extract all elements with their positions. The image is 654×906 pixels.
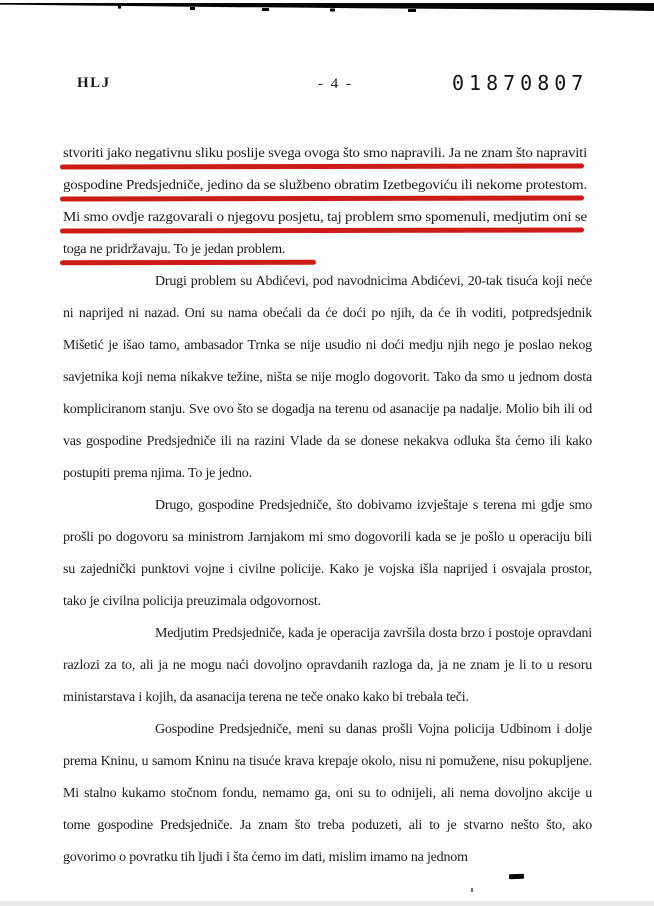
text-line-content: stvoriti jako negativnu sliku poslije svega ovoga što smo napravili. Ja ne znam što napraviti <box>63 146 587 161</box>
paragraph: Drugi problem su Abdićevi, pod navodnicima Abdićevi, 20-tak tisuća koji neće ni naprijed ni nazad. Oni su nama obećali da će doći po njih, da će ih voditi, potpredsjednik Mišetić je išao tamo, ambasador Trnka se nije usudio ni doći medju njih nego je poslao nekog savjetnika koji nema nikakve težine, ništa se nije moglo dogovorit. Tako da smo u jednom dosta kompliciranom stanju. Sve ovo što se dogadja na terenu od asanacije pa nadalje. Molio bih ili od vas gospodine Predsjedniče ili na razini Vlade da se donese nekakva odluka šta ćemo ili kako postupiti prema njima. To je jedno. <box>63 274 592 481</box>
scan-artifact-dash <box>509 874 524 880</box>
paragraph: Drugo, gospodine Predsjedniče, što dobivamo izvještaje s terena mi gdje smo prošli po dogovoru sa ministrom Jarnjakom mi smo dogovorili kada se je pošlo u operaciju bili su zajednički punktovi vojne i civilne policije. Kako je vojska išla naprijed i osvajala prostor, tako je civilna policija preuzimala odgovornost. <box>63 498 592 609</box>
page-number: - 4 - <box>318 76 353 92</box>
text-line <box>63 138 592 170</box>
top-scan-edge-artifact <box>0 0 654 10</box>
text-line <box>63 202 592 234</box>
paragraph: Medjutim Predsjedniče, kada je operacija završila dosta brzo i postoje opravdani razlozi za to, ali ja ne mogu naći dovoljno opravdanih razloga da, ja ne znam je li to u resoru ministarstava i kojih, da asanacija terena ne teče onako kako bi trebala teči. <box>63 626 592 705</box>
bottom-scan-edge-artifact <box>0 901 654 906</box>
stamp-number: 01870807 <box>452 71 589 95</box>
text-line-content: gospodine Predsjedniče, jedino da se službeno obratim Izetbegoviću ili nekome protestom. <box>63 178 587 193</box>
text-line-content: toga ne pridržavaju. To je jedan problem. <box>63 242 286 257</box>
transcript-body <box>63 138 592 874</box>
red-underline-mark <box>60 260 316 266</box>
header-initials: HLJ <box>77 75 111 91</box>
paragraph: Gospodine Predsjedniče, meni su danas prošli Vojna policija Udbinom i dolje prema Kninu, u samom Kninu na tisuće krava krepaje okolo, nisu ni pomužene, nisu pokupljene. Mi stalno kukamo stočnom fondu, nemamo ga, oni su to odnijeli, ali nema dovoljno akcije u tome gospodine Predsjedniče. Ja znam što treba poduzeti, ali to je stvarno nešto što, ako govorimo o povratku tih ljudi i šta ćemo im dati, mislim imamo na jednom <box>63 722 592 865</box>
highlighted-paragraph <box>63 138 592 266</box>
text-line <box>63 170 592 202</box>
scan-artifact-speck <box>471 888 473 892</box>
text-line-content: Mi smo ovdje razgovarali o njegovu posjetu, taj problem smo spomenuli, medjutim oni se <box>63 210 587 225</box>
text-line <box>63 234 592 266</box>
